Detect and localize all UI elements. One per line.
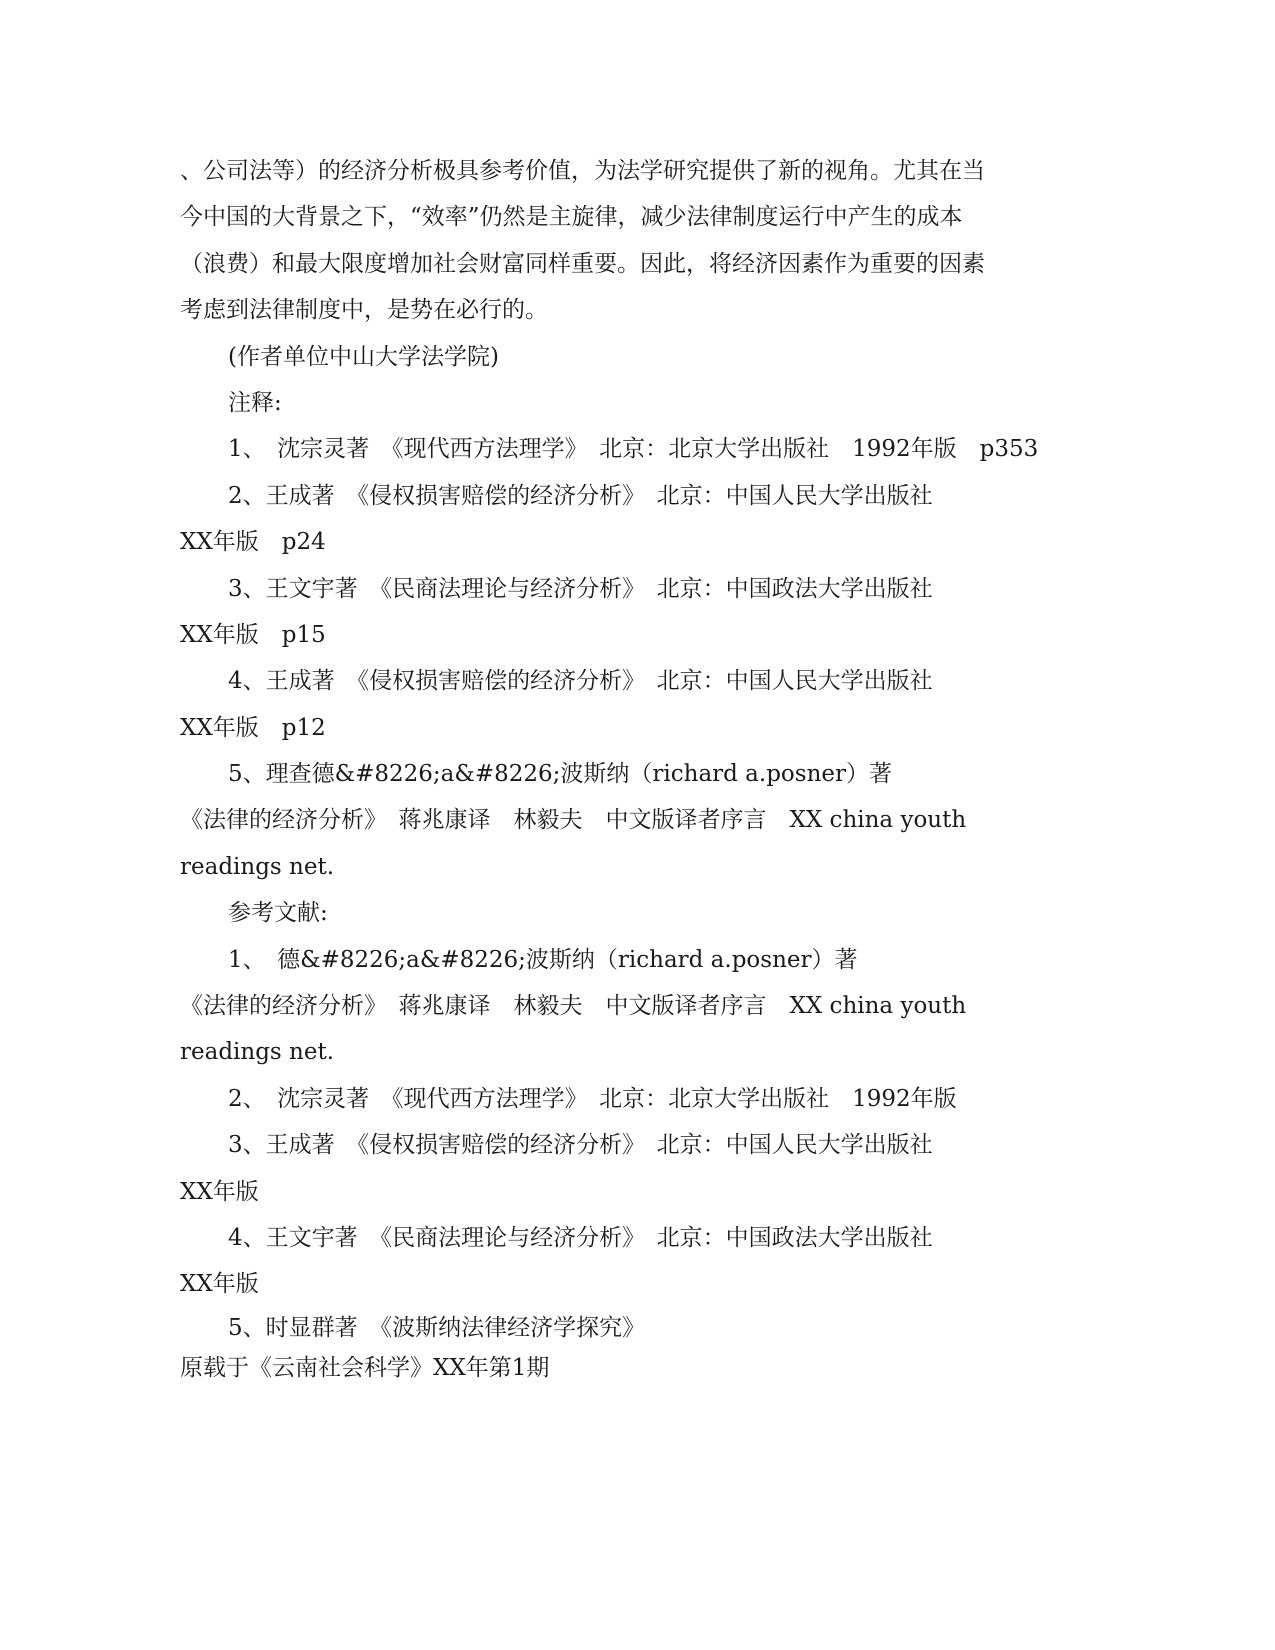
reference-line: 1、 德&#8226;a&#8226;波斯纳（richard a.posner）著 — [228, 946, 858, 973]
reference-line: readings net. — [180, 1039, 335, 1066]
note-line: XX年版 p12 — [180, 714, 326, 741]
note-line: 3、王文宇著 《民商法理论与经济分析》 北京：中国政法大学出版社 — [228, 575, 933, 602]
note-line: 1、 沈宗灵著 《现代西方法理学》 北京：北京大学出版社 1992年版 p353 — [228, 436, 1039, 463]
reference-line: XX年版 — [180, 1178, 259, 1205]
reference-line: XX年版 — [180, 1271, 259, 1298]
note-line: XX年版 p15 — [180, 621, 326, 648]
author-affiliation: (作者单位中山大学法学院) — [228, 343, 499, 370]
body-paragraph-line: （浪费）和最大限度增加社会财富同样重要。因此，将经济因素作为重要的因素 — [180, 250, 985, 277]
reference-line: 5、时显群著 《波斯纳法律经济学探究》 — [228, 1314, 646, 1341]
reference-line: 3、王成著 《侵权损害赔偿的经济分析》 北京：中国人民大学出版社 — [228, 1132, 933, 1159]
reference-line: 2、 沈宗灵著 《现代西方法理学》 北京：北京大学出版社 1992年版 — [228, 1085, 957, 1112]
note-line: readings net. — [180, 853, 335, 880]
note-line: 2、王成著 《侵权损害赔偿的经济分析》 北京：中国人民大学出版社 — [228, 482, 933, 509]
note-line: 4、王成著 《侵权损害赔偿的经济分析》 北京：中国人民大学出版社 — [228, 668, 933, 695]
document-page — [180, 148, 1039, 1388]
body-paragraph-line: 、公司法等）的经济分析极具参考价值，为法学研究提供了新的视角。尤其在当 — [180, 158, 985, 184]
source-note: 原载于《云南社会科学》XX年第1期 — [180, 1354, 550, 1381]
reference-line: 《法律的经济分析》 蒋兆康译 林毅夫 中文版译者序言 XX china youth — [180, 993, 967, 1020]
references-heading: 参考文献: — [228, 900, 328, 927]
body-paragraph-line: 考虑到法律制度中，是势在必行的。 — [180, 297, 548, 324]
note-line: 5、理查德&#8226;a&#8226;波斯纳（richard a.posner）著 — [228, 761, 893, 788]
reference-line: 4、王文宇著 《民商法理论与经济分析》 北京：中国政法大学出版社 — [228, 1224, 933, 1251]
note-line: 《法律的经济分析》 蒋兆康译 林毅夫 中文版译者序言 XX china youth — [180, 807, 967, 834]
note-line: XX年版 p24 — [180, 529, 326, 556]
notes-heading: 注释: — [228, 389, 282, 416]
body-paragraph-line: 今中国的大背景之下，“效率”仍然是主旋律，减少法律制度运行中产生的成本 — [180, 204, 963, 231]
